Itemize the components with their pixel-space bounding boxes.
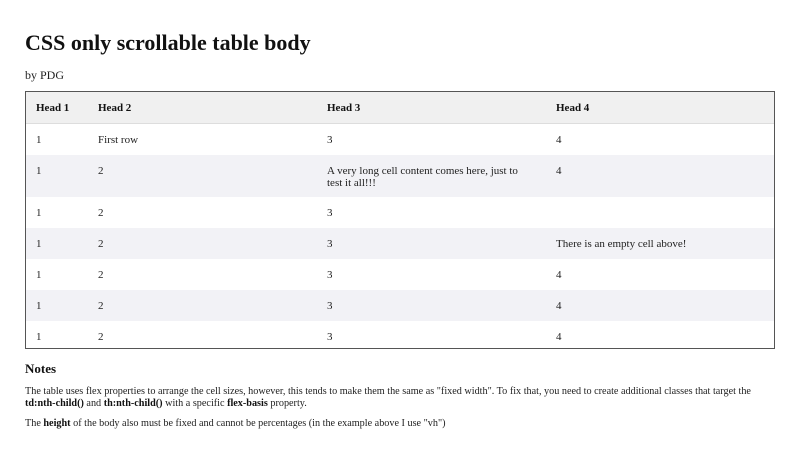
page-title: CSS only scrollable table body [25, 30, 311, 55]
notes-paragraph-1 [25, 386, 777, 410]
column-header-1: Head 1 [36, 101, 70, 114]
table-row [26, 155, 774, 197]
table-cell: 4 [556, 269, 562, 281]
table-cell: 1 [36, 238, 42, 250]
table-cell: 1 [36, 134, 42, 146]
text: The table uses flex properties to arrange the cell sizes, however, this tends to make them the same as "fixed width". To fix that, you need to create additional classes that target the [25, 386, 751, 397]
text: The [25, 418, 44, 429]
table-row [26, 259, 774, 290]
table-cell [546, 197, 774, 228]
table-cell: 4 [556, 331, 562, 343]
table-cell: 3 [327, 207, 333, 219]
table-cell: There is an empty cell above! [556, 238, 687, 250]
table-cell: 1 [36, 300, 42, 312]
table-cell: 4 [556, 165, 562, 177]
text: property. [267, 398, 307, 409]
table-cell: 3 [327, 331, 333, 343]
table-cell: 1 [36, 331, 42, 343]
table-cell: 1 [36, 207, 42, 219]
table-row [26, 321, 774, 349]
table-row [26, 290, 774, 321]
code-term: height [43, 418, 71, 429]
table-cell: 3 [327, 238, 333, 250]
notes-paragraph-2 [25, 418, 777, 430]
table-cell: A very long cell content comes here, just to test it all!!! [327, 165, 518, 189]
table-row [26, 197, 774, 228]
table-body[interactable] [26, 124, 774, 349]
table-cell: 1 [36, 165, 42, 177]
table-cell: 4 [556, 134, 562, 146]
scrollable-table[interactable] [25, 91, 775, 349]
table-cell: 2 [98, 300, 104, 312]
code-term: td:nth-child() [25, 398, 84, 409]
text: with a specific [162, 398, 228, 409]
column-header-2: Head 2 [98, 101, 132, 114]
table-cell: 3 [327, 269, 333, 281]
table-cell: 2 [98, 238, 104, 250]
table-cell: 2 [98, 207, 104, 219]
table-cell: First row [98, 134, 139, 146]
byline: by PDG [25, 68, 65, 82]
table-row [26, 228, 774, 259]
code-term: flex-basis [227, 398, 268, 409]
table-cell: 1 [36, 269, 42, 281]
table-row [26, 124, 774, 155]
table-cell: 2 [98, 165, 104, 177]
table-cell: 3 [327, 300, 333, 312]
table-header [26, 92, 774, 124]
notes-heading: Notes [25, 361, 57, 376]
code-term: th:nth-child() [103, 398, 163, 409]
text: and [83, 398, 104, 409]
table-cell: 2 [98, 269, 104, 281]
column-header-4: Head 4 [556, 101, 590, 114]
table-cell: 3 [327, 134, 333, 146]
text: of the body also must be fixed and cannot be percentages (in the example above I use "vh") [70, 418, 446, 429]
table-cell: 2 [98, 331, 104, 343]
column-header-3: Head 3 [327, 101, 361, 114]
table-cell: 4 [556, 300, 562, 312]
